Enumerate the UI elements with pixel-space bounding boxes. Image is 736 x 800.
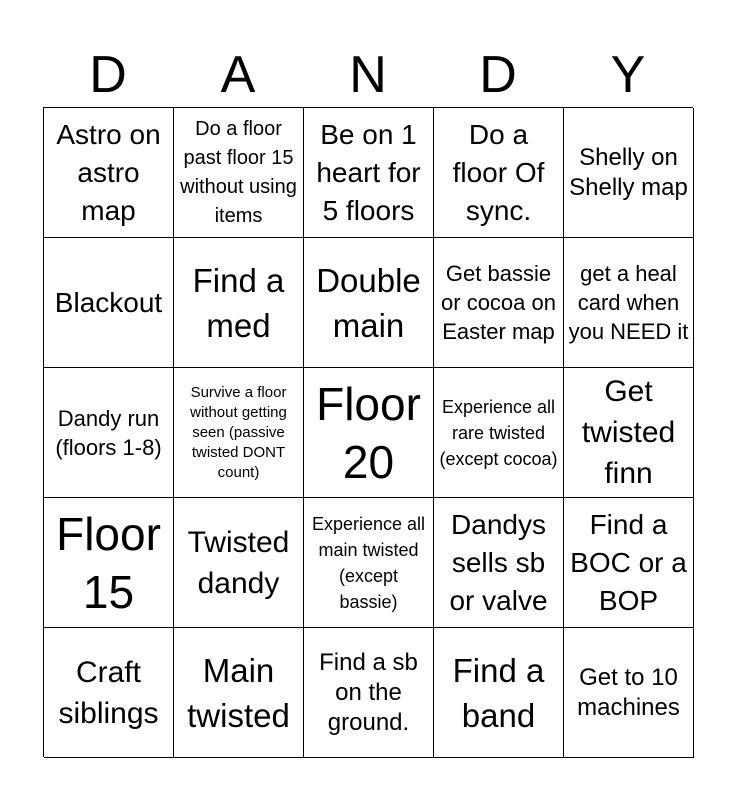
- cell-text: Twisted dandy: [187, 525, 290, 600]
- cell-text: Main twisted: [187, 651, 290, 734]
- cell-text: Astro on astro map: [56, 118, 161, 226]
- header-letter-d2: D: [479, 46, 517, 104]
- header-letter-n: N: [349, 46, 387, 104]
- bingo-cell[interactable]: [304, 498, 434, 628]
- cell-text: get a heal card when you NEED it: [568, 261, 689, 344]
- bingo-cell[interactable]: [174, 368, 304, 498]
- bingo-cell[interactable]: [174, 238, 304, 368]
- bingo-cell[interactable]: [304, 238, 434, 368]
- cell-text: Double main: [316, 261, 421, 344]
- cell-text: Shelly on Shelly map: [569, 143, 688, 201]
- bingo-cell[interactable]: [564, 628, 694, 758]
- cell-text: Experience all main twisted (except bassie): [311, 513, 426, 612]
- cell-text: Find a band: [452, 651, 545, 734]
- bingo-cell[interactable]: [564, 498, 694, 628]
- cell-text: Dandy run (floors 1-8): [55, 405, 162, 460]
- cell-text: Experience all rare twisted (except cocoa): [439, 396, 558, 469]
- cell-text: Find a med: [192, 261, 285, 344]
- cell-text: Find a sb on the ground.: [319, 648, 418, 736]
- bingo-cell[interactable]: [174, 628, 304, 758]
- cell-text: Do a floor past floor 15 without using items: [180, 117, 297, 227]
- header-letter-y: Y: [610, 46, 646, 104]
- cell-text: Get to 10 machines: [577, 663, 680, 721]
- cell-text: Find a BOC or a BOP: [570, 508, 687, 616]
- bingo-board: [43, 107, 693, 757]
- bingo-cell[interactable]: [44, 628, 174, 758]
- cell-text: Blackout: [54, 286, 163, 318]
- header-letter-a: A: [220, 46, 256, 104]
- bingo-cell[interactable]: [44, 498, 174, 628]
- cell-text: Floor 20: [316, 377, 421, 488]
- cell-text: Survive a floor without getting seen (passive twisted DONT count): [190, 383, 287, 481]
- cell-text: Dandys sells sb or valve: [449, 508, 548, 616]
- header-letter-d: D: [89, 46, 127, 104]
- cell-text: Craft siblings: [58, 655, 159, 730]
- bingo-cell[interactable]: [434, 238, 564, 368]
- bingo-cell[interactable]: [304, 368, 434, 498]
- bingo-cell[interactable]: [44, 238, 174, 368]
- bingo-cell[interactable]: [434, 108, 564, 238]
- bingo-cell[interactable]: [44, 368, 174, 498]
- bingo-cell[interactable]: [434, 368, 564, 498]
- bingo-cell[interactable]: [174, 108, 304, 238]
- bingo-cell[interactable]: [564, 368, 694, 498]
- cell-text: Get bassie or cocoa on Easter map: [441, 261, 556, 344]
- bingo-cell[interactable]: [564, 108, 694, 238]
- cell-text: Get twisted finn: [581, 375, 676, 490]
- bingo-cell[interactable]: [174, 498, 304, 628]
- cell-text: Floor 15: [56, 507, 161, 618]
- bingo-cell[interactable]: [304, 628, 434, 758]
- bingo-cell[interactable]: [304, 108, 434, 238]
- bingo-cell[interactable]: [44, 108, 174, 238]
- bingo-cell[interactable]: [564, 238, 694, 368]
- bingo-cell[interactable]: [434, 628, 564, 758]
- bingo-cell[interactable]: [434, 498, 564, 628]
- cell-text: Do a floor Of sync.: [452, 118, 545, 226]
- bingo-header: [43, 44, 693, 106]
- cell-text: Be on 1 heart for 5 floors: [316, 118, 421, 226]
